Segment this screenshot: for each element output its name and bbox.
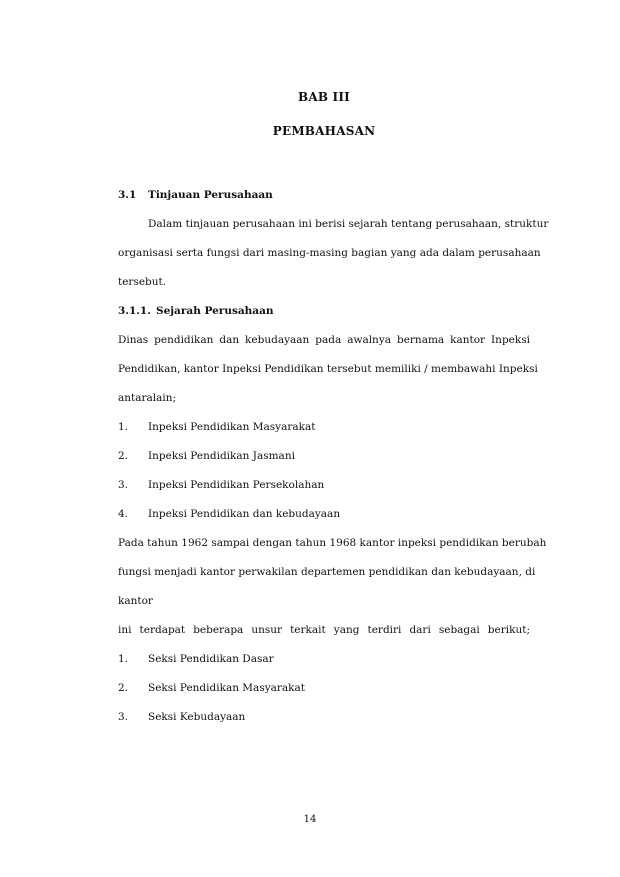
list-text: Inpeksi Pendidikan Persekolahan — [148, 479, 325, 491]
list-number: 1. — [118, 653, 129, 665]
list-text: Seksi Pendidikan Masyarakat — [148, 682, 306, 694]
paragraph-line: organisasi serta fungsi dari masing-masing bagian yang ada dalam perusahaan — [118, 247, 541, 259]
list-text: Seksi Pendidikan Dasar — [148, 653, 274, 665]
paragraph-line: kantor — [118, 595, 153, 607]
chapter-title: PEMBAHASAN — [272, 124, 376, 138]
list-item — [118, 710, 530, 724]
paragraph-line: tersebut. — [118, 276, 167, 288]
list-text: Seksi Kebudayaan — [148, 711, 246, 723]
paragraph-line: fungsi menjadi kantor perwakilan departemen pendidikan dan kebudayaan, di — [118, 566, 536, 578]
list-item — [118, 478, 530, 492]
paragraph-line: antaralain; — [118, 392, 177, 404]
paragraph-line: Dalam tinjauan perusahaan ini berisi sejarah tentang perusahaan, struktur — [148, 218, 549, 230]
section-heading-3-1 — [118, 188, 530, 202]
list-number: 1. — [118, 421, 129, 433]
page-number: 14 — [303, 814, 317, 825]
list-number: 3. — [118, 711, 129, 723]
section-title: Sejarah Perusahaan — [156, 305, 274, 317]
list-item — [118, 420, 530, 434]
list-number: 4. — [118, 508, 129, 520]
section-title: Tinjauan Perusahaan — [148, 189, 273, 201]
list-item — [118, 449, 530, 463]
section-number: 3.1.1. — [118, 305, 151, 317]
list-text: Inpeksi Pendidikan Masyarakat — [148, 421, 316, 433]
list-item — [118, 652, 530, 666]
list-item — [118, 507, 530, 521]
list-text: Inpeksi Pendidikan Jasmani — [148, 450, 295, 462]
paragraph-line: Dinas pendidikan dan kebudayaan pada awalnya bernama kantor Inpeksi — [118, 334, 530, 346]
section-heading-3-1-1 — [118, 304, 530, 318]
list-number: 2. — [118, 450, 129, 462]
list-number: 2. — [118, 682, 129, 694]
list-item — [118, 681, 530, 695]
chapter-heading: BAB III — [297, 90, 350, 104]
paragraph-line: ini terdapat beberapa unsur terkait yang terdiri dari sebagai berikut; — [118, 624, 530, 636]
paragraph-line: Pendidikan, kantor Inpeksi Pendidikan tersebut memiliki / membawahi Inpeksi — [118, 363, 538, 375]
paragraph-line: Pada tahun 1962 sampai dengan tahun 1968 kantor inpeksi pendidikan berubah — [118, 537, 547, 549]
section-number: 3.1 — [118, 189, 137, 201]
list-text: Inpeksi Pendidikan dan kebudayaan — [148, 508, 341, 520]
list-number: 3. — [118, 479, 129, 491]
